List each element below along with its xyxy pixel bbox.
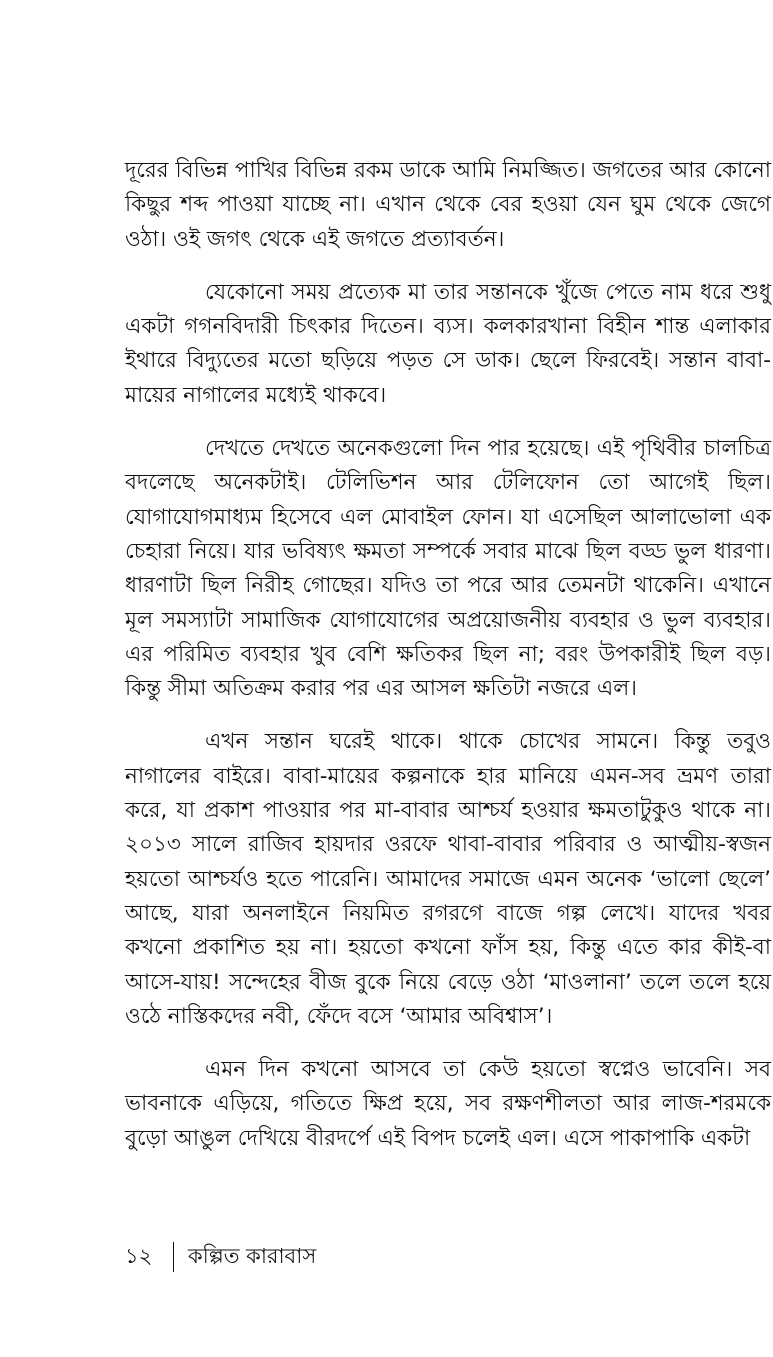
paragraph-4: এখন সন্তান ঘরেই থাকে। থাকে চোখের সামনে। কিন্তু তবুও নাগালের বাইরে। বাবা-মায়ের কল্পনাকে হার মানিয়ে এমন-সব ভ্রমণ তারা করে, যা প্রকাশ পাওয়ার পর মা-বাবার আশ্চর্য হওয়ার ক্ষমতাটুকুও থাকে না। ২০১৩ সালে রাজিব হায়দার ওরফে থাবা-বাবার পরিবার ও আত্মীয়-স্বজন হয়তো আশ্চর্যও হতে পারেনি। আমাদের সমাজে এমন অনেক ‘ভালো ছেলে’ আছে, যারা অনলাইনে নিয়মিত রগরগে বাজে গল্প লেখে। যাদের খবর কখনো প্রকাশিত হয় না। হয়তো কখনো ফাঁস হয়, কিন্তু এতে কার কীই-বা আসে-যায়! সন্দেহের বীজ বুকে নিয়ে বেড়ে ওঠা ‘মাওলানা’ তলে তলে হয়ে ওঠে নাস্তিকদের নবী, ফেঁদে বসে ‘আমার অবিশ্বাস’।	[125, 729, 771, 1029]
paragraph-1: দূরের বিভিন্ন পাখির বিভিন্ন রকম ডাকে আমি নিমজ্জিত। জগতের আর কোনো কিছুর শব্দ পাওয়া যাচ্ছে না। এখান থেকে বের হওয়া যেন ঘুম থেকে জেগে ওঠা। ওই জগৎ থেকে এই জগতে প্রত্যাবর্তন।	[125, 158, 771, 252]
page-number: ১২	[125, 1243, 153, 1268]
body-text	[125, 154, 771, 1175]
page-footer	[125, 1242, 316, 1272]
paragraph-5: এমন দিন কখনো আসবে তা কেউ হয়তো স্বপ্নেও ভাবেনি। সব ভাবনাকে এড়িয়ে, গতিতে ক্ষিপ্র হয়ে, সব রক্ষণশীলতা আর লাজ-শরমকে বুড়ো আঙুল দেখিয়ে বীরদর্পে এই বিপদ চলেই এল। এসে পাকাপাকি একটা	[125, 1057, 771, 1151]
paragraph-2: যেকোনো সময় প্রত্যেক মা তার সন্তানকে খুঁজে পেতে নাম ধরে শুধু একটা গগনবিদারী চিৎকার দিতেন। ব্যস। কলকারখানা বিহীন শান্ত এলাকার ইথারে বিদ্যুতের মতো ছড়িয়ে পড়ত সে ডাক। ছেলে ফিরবেই। সন্তান বাবা-মায়ের নাগালের মধ্যেই থাকবে।	[125, 279, 771, 408]
paragraph-3: দেখতে দেখতে অনেকগুলো দিন পার হয়েছে। এই পৃথিবীর চালচিত্র বদলেছে অনেকটাই। টেলিভিশন আর টেলিফোন তো আগেই ছিল। যোগাযোগমাধ্যম হিসেবে এল মোবাইল ফোন। যা এসেছিল আলাভোলা এক চেহারা নিয়ে। যার ভবিষ্যৎ ক্ষমতা সম্পর্কে সবার মাঝে ছিল বড্ড ভুল ধারণা। ধারণাটা ছিল নিরীহ গোছের। যদিও তা পরে আর তেমনটা থাকেনি। এখানে মূল সমস্যাটা সামাজিক যোগাযোগের অপ্রয়োজনীয় ব্যবহার ও ভুল ব্যবহার। এর পরিমিত ব্যবহার খুব বেশি ক্ষতিকর ছিল না; বরং উপকারীই ছিল বড়। কিন্তু সীমা অতিক্রম করার পর এর আসল ক্ষতিটা নজরে এল।	[125, 436, 771, 702]
footer-divider	[173, 1242, 174, 1272]
running-title: কল্পিত কারাবাস	[188, 1243, 317, 1268]
